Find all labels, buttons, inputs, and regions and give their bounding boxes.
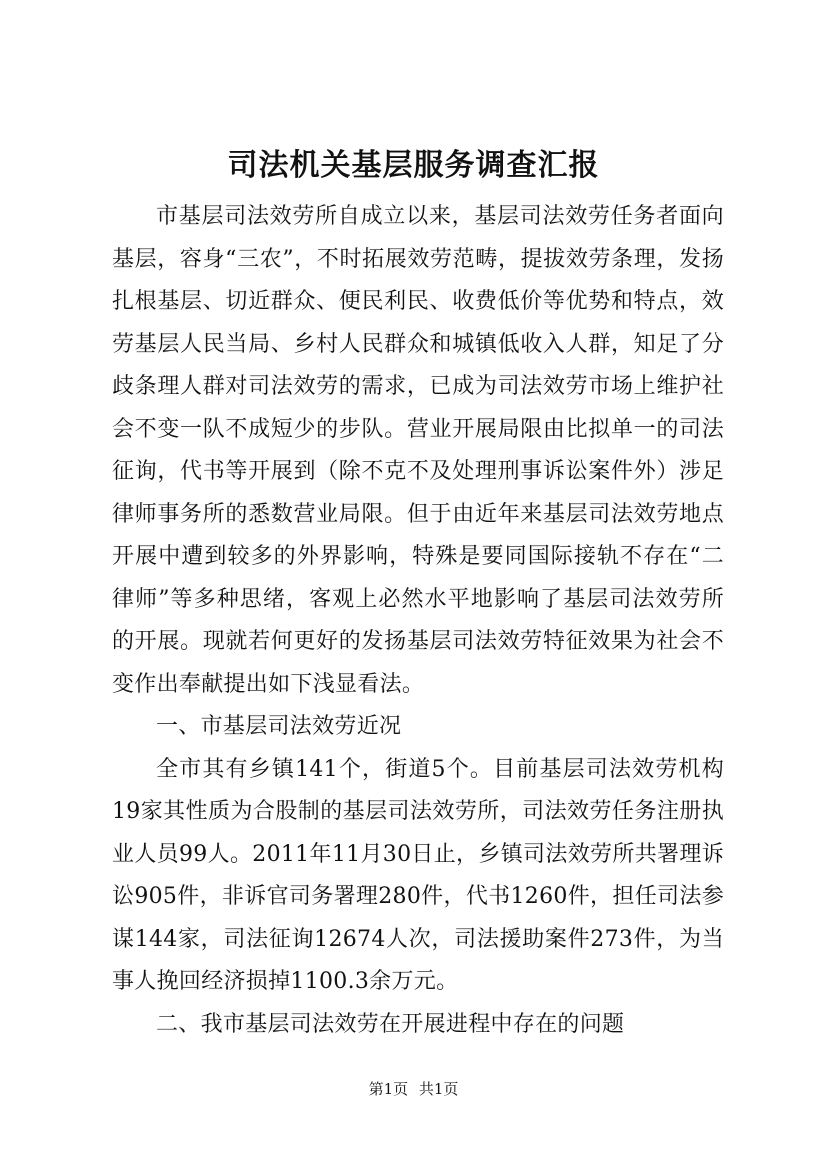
document-body — [112, 196, 724, 1046]
status-paragraph: 全市其有乡镇141个，街道5个。目前基层司法效劳机构19家其性质为合股制的基层司法效劳所，司法效劳任务注册执业人员99人。2011年11月30日止，乡镇司法效劳所共署理诉讼905件，非诉官司务署理280件，代书1260件，担任司法参谋144家，司法征询12674人次，司法援助案件273件，为当事人挽回经济损掉1100.3余万元。 — [112, 756, 724, 994]
page-footer — [0, 1079, 827, 1099]
intro-paragraph: 市基层司法效劳所自成立以来，基层司法效劳任务者面向基层，容身“三农”，不时拓展效劳范畴，提拔效劳条理，发扬扎根基层、切近群众、便民利民、收费低价等优势和特点，效劳基层人民当局、乡村人民群众和城镇低收入人群，知足了分歧条理人群对司法效劳的需求，已成为司法效劳市场上维护社会不变一队不成短少的步队。营业开展局限由比拟单一的司法征询，代书等开展到（除不克不及处理刑事诉讼案件外）涉足律师事务所的悉数营业局限。但于由近年来基层司法效劳地点开展中遭到较多的外界影响，特殊是要同国际接轨不存在“二律师”等多种思绪，客观上必然水平地影响了基层司法效劳所的开展。现就若何更好的发扬基层司法效劳特征效果为社会不变作出奉献提出如下浅显看法。 — [112, 204, 724, 697]
section-heading-2: 二、我市基层司法效劳在开展进程中存在的问题 — [156, 1011, 625, 1037]
document-title: 司法机关基层服务调查汇报 — [227, 148, 600, 183]
page-total: 共1页 — [418, 1080, 459, 1098]
section-heading-1: 一、市基层司法效劳近况 — [156, 714, 402, 739]
page-number: 第1页 — [368, 1080, 409, 1098]
